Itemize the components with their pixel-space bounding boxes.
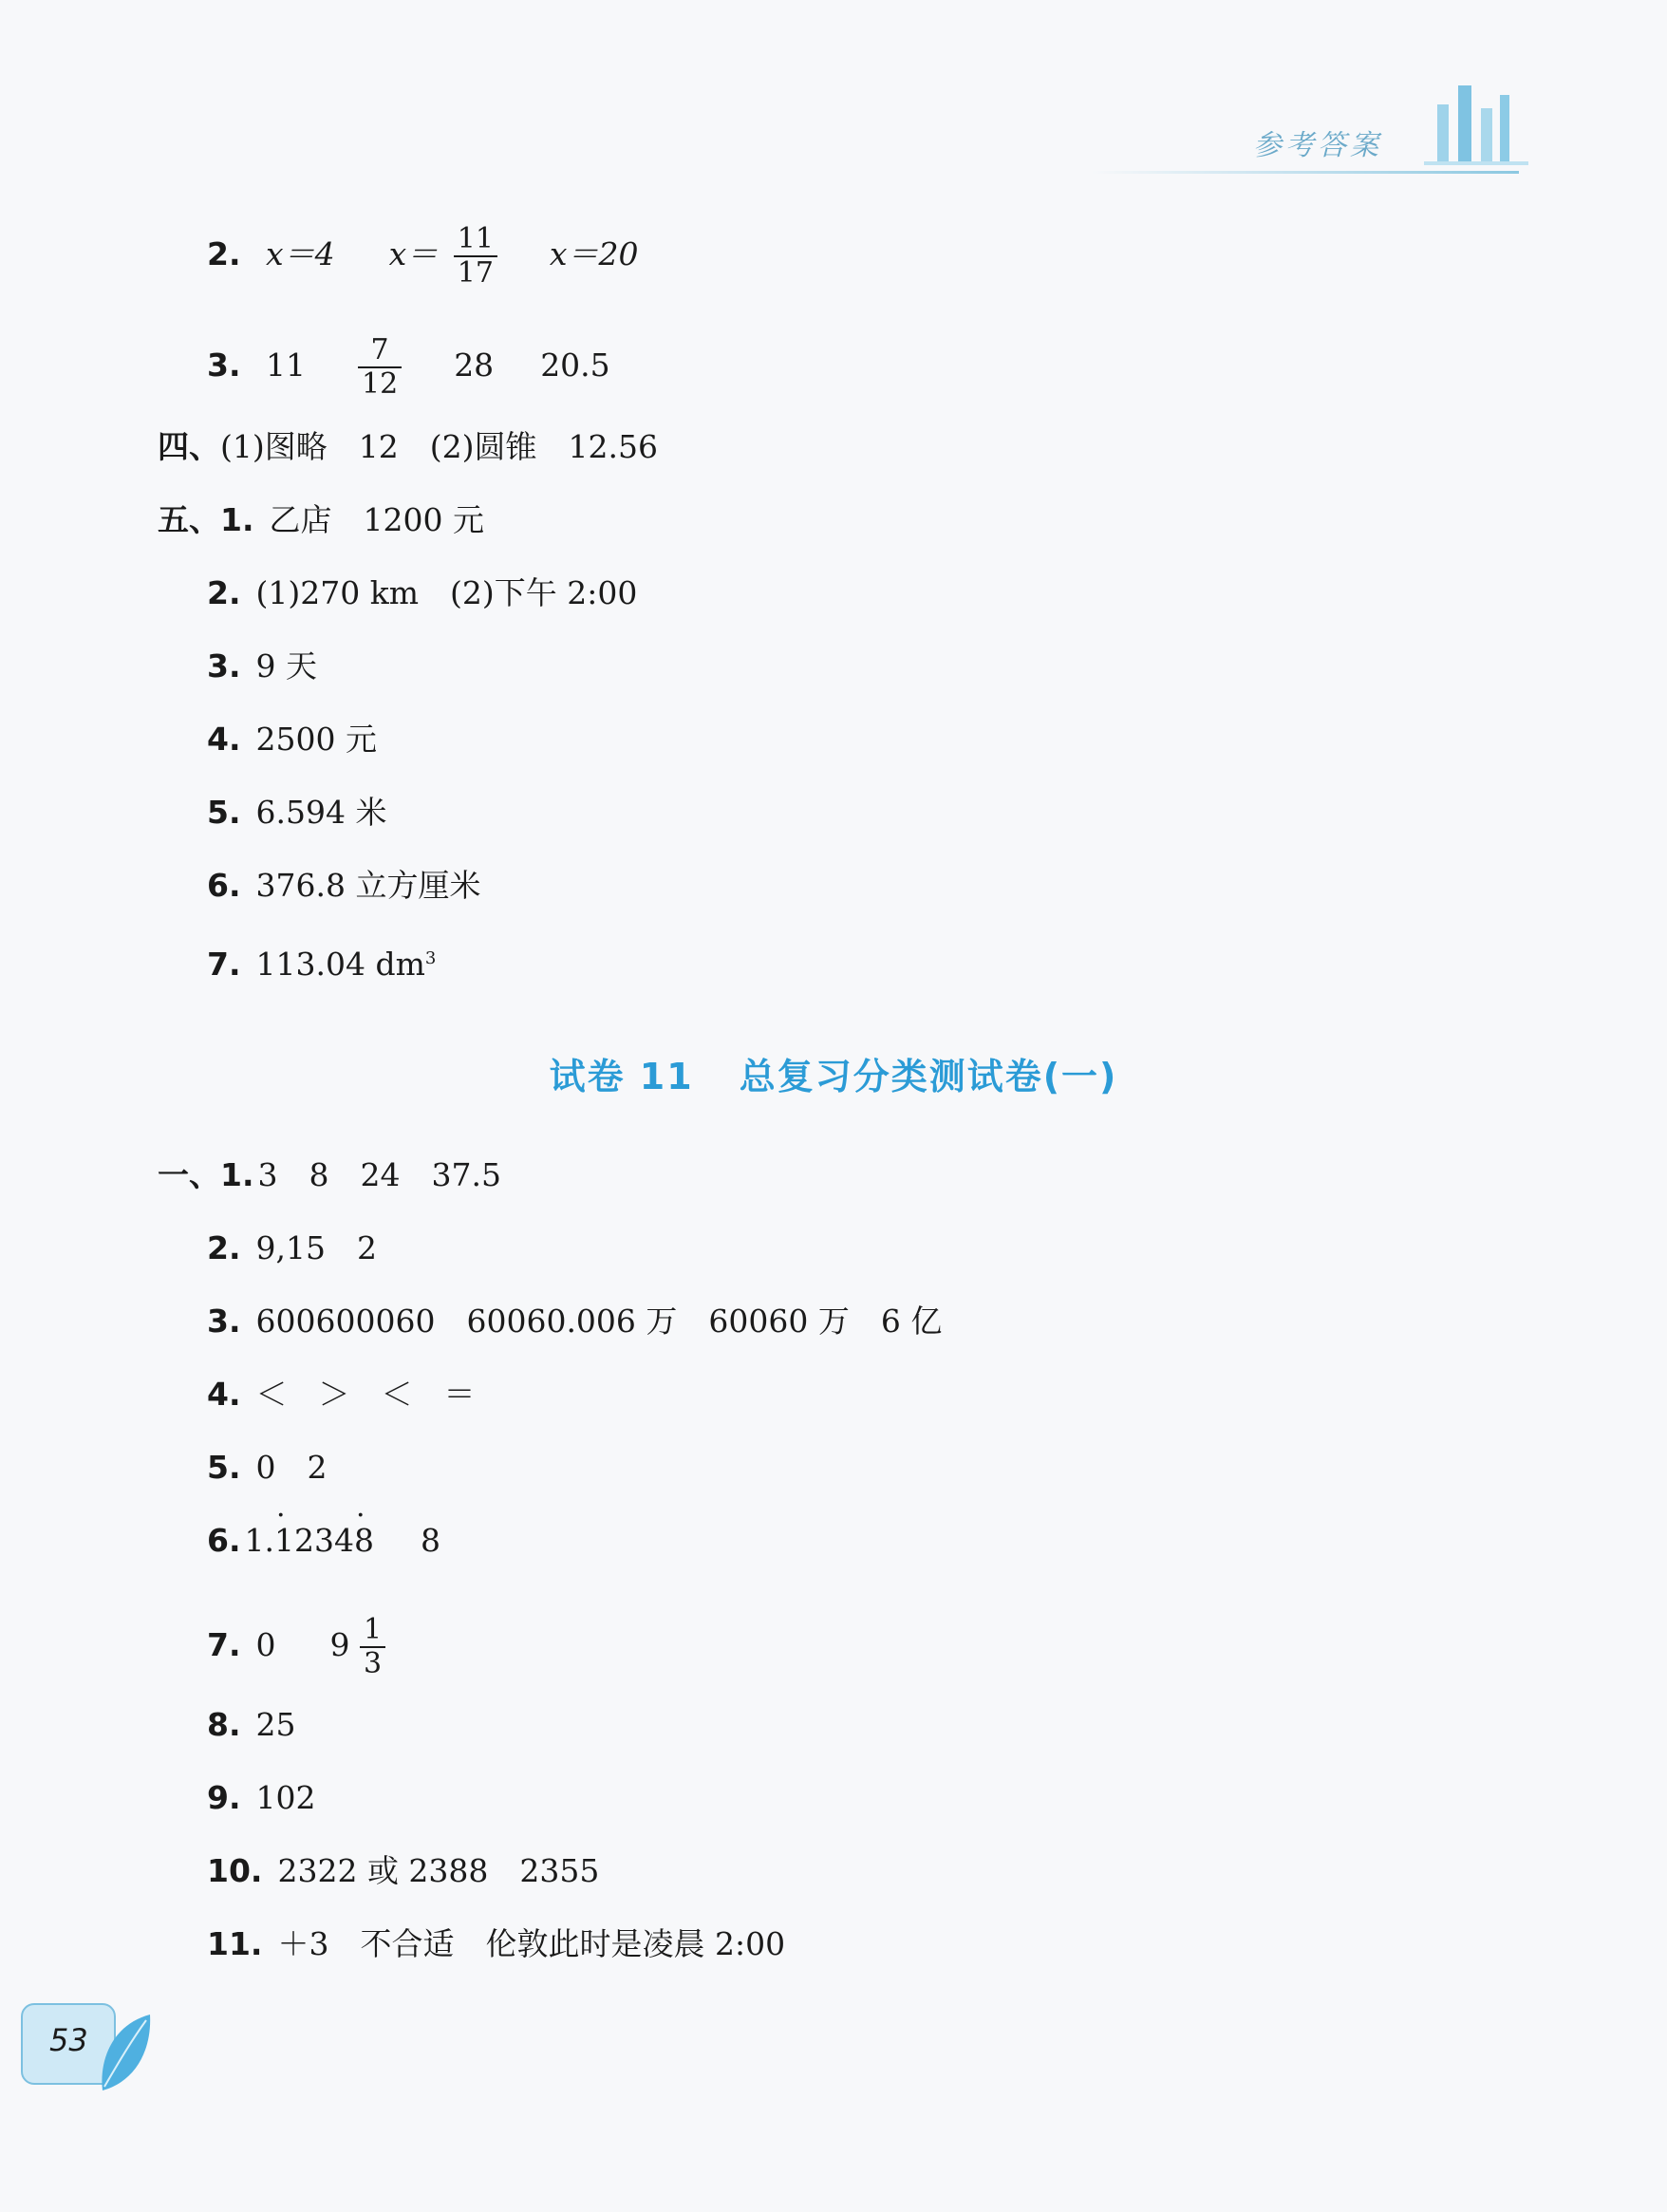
answer-text: 1.	[244, 1522, 274, 1559]
answer-text: (1)图略 12 (2)圆锥 12.56	[220, 428, 658, 465]
fraction-numerator: 7	[358, 334, 402, 368]
answer-line	[207, 223, 639, 290]
answer-line	[207, 940, 436, 984]
item-number: 7.	[207, 1626, 241, 1663]
item-number: 6.	[207, 867, 241, 904]
header-rule	[1092, 171, 1519, 174]
item-number: 2.	[207, 1229, 241, 1266]
item-number: 10.	[207, 1852, 263, 1889]
answer-text: 2500 元	[255, 721, 377, 758]
answer-text: 9,15 2	[255, 1229, 377, 1266]
answer-text: 3 8 24 37.5	[257, 1156, 501, 1193]
item-number: 四、	[158, 428, 220, 465]
item-number: 五、1.	[158, 501, 254, 538]
item-number: 8.	[207, 1706, 241, 1743]
answer-text: x＝4	[266, 235, 335, 272]
item-number: 6.	[207, 1522, 241, 1559]
item-number: 9.	[207, 1779, 241, 1816]
answer-line	[207, 1449, 328, 1487]
answer-text: 8	[421, 1522, 440, 1559]
page-number: 53	[49, 2022, 88, 2058]
answer-line	[207, 794, 386, 832]
answer-text: 376.8 立方厘米	[255, 867, 481, 904]
answer-line	[207, 1522, 440, 1560]
section-title	[0, 1047, 1667, 1099]
answer-line	[207, 721, 377, 759]
item-number: 4.	[207, 721, 241, 758]
answer-text: 9 天	[255, 647, 317, 684]
answer-line	[207, 1706, 296, 1744]
answer-line	[207, 1614, 391, 1680]
mixed-number-whole: 9	[329, 1626, 350, 1663]
answer-text: ＋3 不合适 伦敦此时是凌晨 2:00	[277, 1925, 786, 1962]
answer-line	[207, 1303, 942, 1340]
answer-text: 234	[294, 1522, 354, 1559]
fraction-denominator: 3	[364, 1647, 383, 1680]
header-label: 参考答案	[1253, 129, 1382, 162]
answer-line	[207, 1376, 476, 1414]
answer-text: 25	[255, 1706, 296, 1743]
answer-line	[158, 1156, 501, 1194]
item-number: 3.	[207, 1303, 241, 1340]
answer-text: 0 2	[255, 1449, 328, 1486]
building-deco-icon	[1424, 66, 1528, 171]
answer-line	[207, 867, 480, 905]
fraction-denominator: 17	[457, 256, 494, 290]
title-right: 总复习分类测试卷(一)	[739, 1056, 1118, 1097]
answer-line	[158, 428, 658, 466]
answer-line	[207, 1229, 377, 1267]
answer-line	[207, 1852, 599, 1890]
leaf-icon	[95, 2011, 156, 2096]
answer-text: 20.5	[540, 347, 610, 384]
fraction	[358, 334, 402, 401]
answer-text: 乙店 1200 元	[269, 501, 484, 538]
answer-text: 113.04 dm	[255, 946, 425, 983]
answer-line	[158, 501, 484, 539]
answer-line	[207, 574, 637, 612]
superscript: 3	[424, 948, 437, 968]
answer-text: x＝	[388, 235, 439, 272]
answer-text: 600600060 60060.006 万 60060 万 6 亿	[255, 1303, 943, 1340]
answer-text: ＜ ＞ ＜ ＝	[255, 1376, 476, 1413]
fraction	[360, 1614, 385, 1680]
item-number: 3.	[207, 647, 241, 684]
item-number: 7.	[207, 946, 241, 983]
answer-line	[207, 1779, 316, 1817]
fraction-denominator: 12	[362, 367, 399, 401]
item-number: 2.	[207, 574, 241, 611]
fraction-numerator: 11	[454, 223, 497, 257]
answer-line	[207, 334, 610, 401]
item-number: 5.	[207, 1449, 241, 1486]
item-number: 11.	[207, 1925, 263, 1962]
repeating-digit: · 1	[274, 1522, 294, 1560]
fraction-numerator: 1	[360, 1614, 385, 1648]
answer-text: (1)270 km (2)下午 2:00	[255, 574, 638, 611]
answer-text: 2322 或 2388 2355	[277, 1852, 600, 1889]
answer-text: 28	[454, 347, 495, 384]
item-number: 5.	[207, 794, 241, 831]
answer-line	[207, 1925, 785, 1963]
answer-text: 6.594 米	[255, 794, 387, 831]
item-number: 4.	[207, 1376, 241, 1413]
item-number: 一、1.	[158, 1156, 254, 1193]
repeating-digit: · 8	[354, 1522, 374, 1560]
title-left: 试卷 11	[549, 1056, 694, 1097]
item-number: 2.	[207, 235, 241, 272]
answer-text: 0	[255, 1626, 276, 1663]
answer-text: x＝20	[549, 235, 639, 272]
fraction	[454, 223, 497, 290]
answer-text: 102	[255, 1779, 316, 1816]
item-number: 3.	[207, 347, 241, 384]
answer-text: 11	[266, 347, 306, 384]
answer-line	[207, 647, 317, 685]
